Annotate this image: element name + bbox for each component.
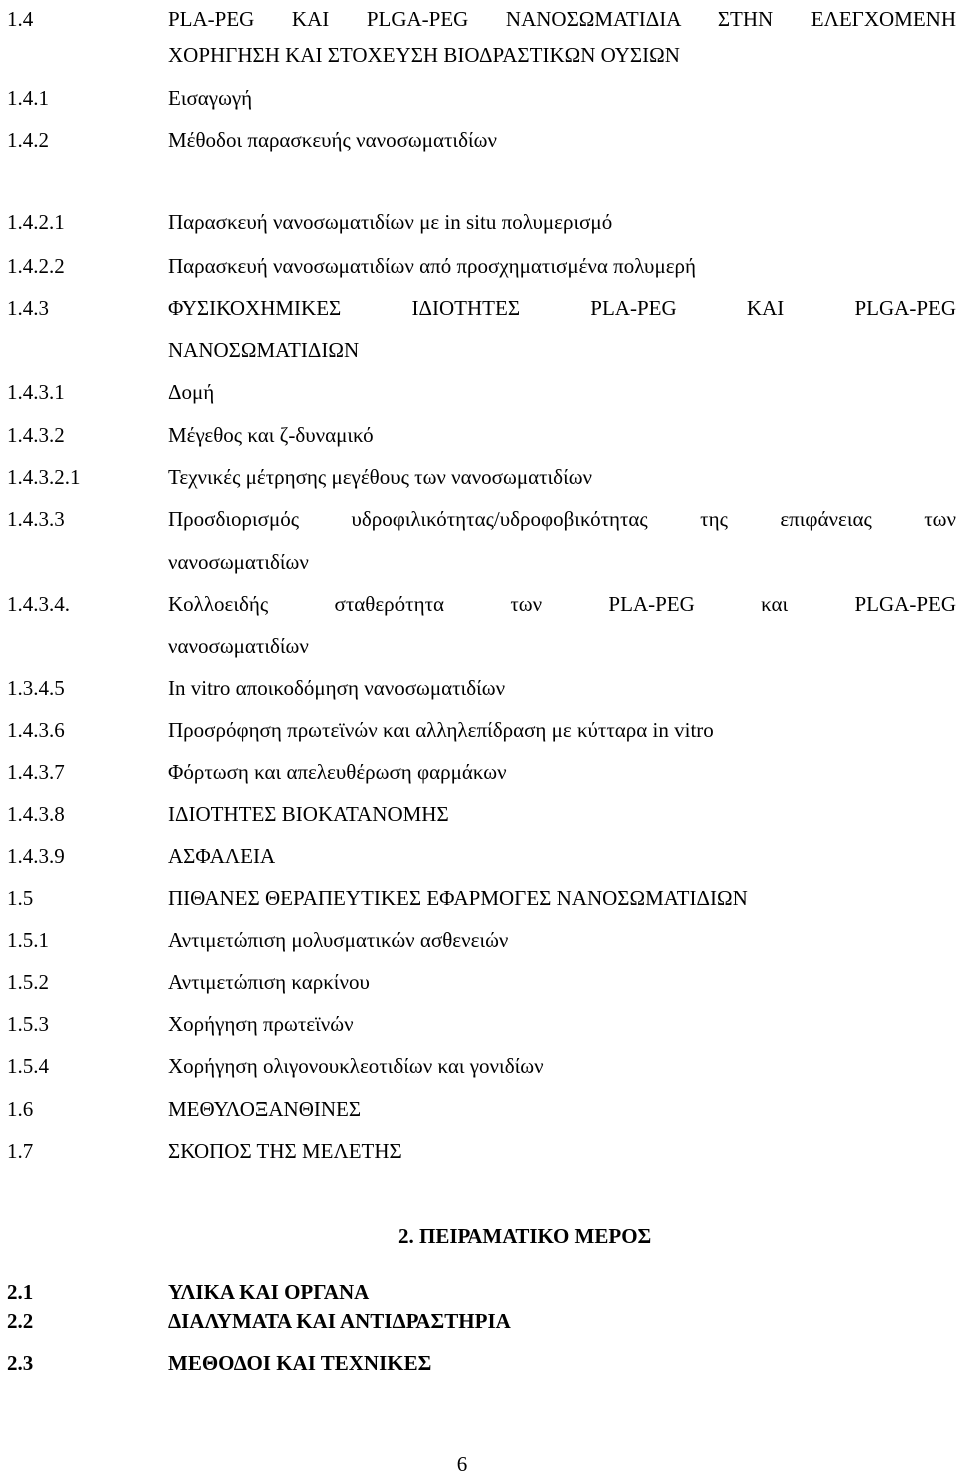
toc-title: Παρασκευή νανοσωματιδίων με in situ πολυμερισμό	[168, 210, 613, 234]
toc-title: In vitro αποικοδόμηση νανοσωματιδίων	[168, 676, 506, 700]
toc-number: 1.4.2.1	[7, 210, 65, 234]
toc-number: 1.4	[7, 7, 34, 31]
toc-entry	[0, 1348, 960, 1378]
toc-title: Χορήγηση πρωτεϊνών	[168, 1012, 354, 1036]
toc-title: ΜΕΘΥΛΟΞΑΝΘΙΝΕΣ	[168, 1097, 362, 1121]
toc-number: 1.4.3	[7, 296, 49, 320]
toc-number: 1.4.2	[7, 128, 49, 152]
toc-number: 1.5	[7, 886, 34, 910]
toc-number: 1.4.3.8	[7, 802, 65, 826]
toc-entry	[0, 883, 960, 913]
toc-title: ΔΙΑΛΥΜΑΤΑ ΚΑΙ ΑΝΤΙΔΡΑΣΤΗΡΙΑ	[168, 1309, 511, 1333]
toc-title: Κολλοειδής σταθερότητα των PLA-PEG και PLGA-PEG	[168, 592, 956, 616]
toc-title: Προσρόφηση πρωτεϊνών και αλληλεπίδραση με κύτταρα in vitro	[168, 718, 714, 742]
toc-title: ΙΔΙΟΤΗΤΕΣ ΒΙΟΚΑΤΑΝΟΜΗΣ	[168, 802, 449, 826]
toc-number: 1.4.3.7	[7, 760, 65, 784]
toc-number: 1.7	[7, 1139, 34, 1163]
toc-title: ΑΣΦΑΛΕΙΑ	[168, 844, 276, 868]
toc-number: 2.3	[7, 1351, 34, 1375]
toc-number: 1.5.2	[7, 970, 49, 994]
toc-number: 1.4.3.6	[7, 718, 65, 742]
toc-title: Εισαγωγή	[168, 86, 253, 110]
toc-entry	[0, 673, 960, 703]
toc-entry	[0, 1094, 960, 1124]
toc-number: 1.5.1	[7, 928, 49, 952]
toc-entry	[0, 547, 960, 577]
toc-entry	[0, 251, 960, 281]
toc-number: 1.4.3.2	[7, 423, 65, 447]
toc-entry	[0, 125, 960, 155]
toc-entry	[0, 841, 960, 871]
toc-title: Δομή	[168, 380, 215, 404]
toc-entry	[0, 799, 960, 829]
toc-entry	[0, 4, 960, 34]
toc-entry	[0, 1277, 960, 1307]
toc-entry	[0, 589, 960, 619]
toc-title: ΧΟΡΗΓΗΣΗ ΚΑΙ ΣΤΟΧΕΥΣΗ ΒΙΟΔΡΑΣΤΙΚΩΝ ΟΥΣΙΩΝ	[168, 43, 680, 67]
toc-entry	[0, 40, 960, 70]
toc-number: 2.2	[7, 1309, 34, 1333]
toc-title: PLA-PEG ΚΑΙ PLGA-PEG ΝΑΝΟΣΩΜΑΤΙΔΙΑ ΣΤΗΝ ΕΛΕΓΧΟΜΕΝΗ	[168, 7, 956, 31]
toc-number: 1.4.3.1	[7, 380, 65, 404]
toc-entry	[0, 1306, 960, 1336]
toc-number: 1.3.4.5	[7, 676, 65, 700]
toc-title: ΦΥΣΙΚΟΧΗΜΙΚΕΣ ΙΔΙΟΤΗΤΕΣ PLA-PEG ΚΑΙ PLGA-PEG	[168, 296, 956, 320]
toc-entry	[0, 967, 960, 997]
toc-number: 1.4.3.4.	[7, 592, 70, 616]
toc-number: 1.6	[7, 1097, 34, 1121]
toc-entry	[0, 207, 960, 237]
part2-heading: 2. ΠΕΙΡΑΜΑΤΙΚΟ ΜΕΡΟΣ	[398, 1224, 652, 1248]
toc-entry	[0, 715, 960, 745]
toc-entry	[0, 1051, 960, 1081]
toc-entry	[0, 925, 960, 955]
toc-title: Μέθοδοι παρασκευής νανοσωματιδίων	[168, 128, 497, 152]
toc-number: 1.5.3	[7, 1012, 49, 1036]
toc-number: 1.4.3.9	[7, 844, 65, 868]
toc-number: 1.5.4	[7, 1054, 49, 1078]
toc-entry	[0, 293, 960, 323]
toc-title: νανοσωματιδίων	[168, 550, 309, 574]
toc-entry	[0, 377, 960, 407]
toc-entry	[0, 757, 960, 787]
toc-title: νανοσωματιδίων	[168, 634, 309, 658]
toc-entry	[0, 1136, 960, 1166]
toc-title: ΣΚΟΠΟΣ ΤΗΣ ΜΕΛΕΤΗΣ	[168, 1139, 402, 1163]
toc-title: ΝΑΝΟΣΩΜΑΤΙΔΙΩΝ	[168, 338, 360, 362]
toc-title: Αντιμετώπιση μολυσματικών ασθενειών	[168, 928, 509, 952]
toc-title: Προσδιορισμός υδροφιλικότητας/υδροφοβικότητας της επιφάνειας των	[168, 507, 956, 531]
toc-title: Φόρτωση και απελευθέρωση φαρμάκων	[168, 760, 507, 784]
toc-title: ΥΛΙΚΑ ΚΑΙ ΟΡΓΑΝΑ	[168, 1280, 370, 1304]
toc-number: 1.4.1	[7, 86, 49, 110]
toc-title: ΠΙΘΑΝΕΣ ΘΕΡΑΠΕΥΤΙΚΕΣ ΕΦΑΡΜΟΓΕΣ ΝΑΝΟΣΩΜΑΤΙΔΙΩΝ	[168, 886, 748, 910]
toc-number: 1.4.3.2.1	[7, 465, 81, 489]
toc-number: 2.1	[7, 1280, 34, 1304]
toc-number: 1.4.2.2	[7, 254, 65, 278]
toc-entry	[0, 631, 960, 661]
toc-title: ΜΕΘΟΔΟΙ ΚΑΙ ΤΕΧΝΙΚΕΣ	[168, 1351, 432, 1375]
toc-number: 1.4.3.3	[7, 507, 65, 531]
toc-title: Χορήγηση ολιγονουκλεοτιδίων και γονιδίων	[168, 1054, 544, 1078]
toc-title: Παρασκευή νανοσωματιδίων από προσχηματισμένα πολυμερή	[168, 254, 696, 278]
toc-title: Αντιμετώπιση καρκίνου	[168, 970, 370, 994]
toc-entry	[0, 462, 960, 492]
toc-title: Τεχνικές μέτρησης μεγέθους των νανοσωματιδίων	[168, 465, 593, 489]
toc-entry	[0, 420, 960, 450]
toc-entry	[0, 504, 960, 534]
toc-title: Μέγεθος και ζ-δυναμικό	[168, 423, 374, 447]
toc-entry	[0, 335, 960, 365]
toc-entry	[0, 1009, 960, 1039]
toc-entry	[0, 83, 960, 113]
page-number: 6	[456, 1452, 468, 1476]
